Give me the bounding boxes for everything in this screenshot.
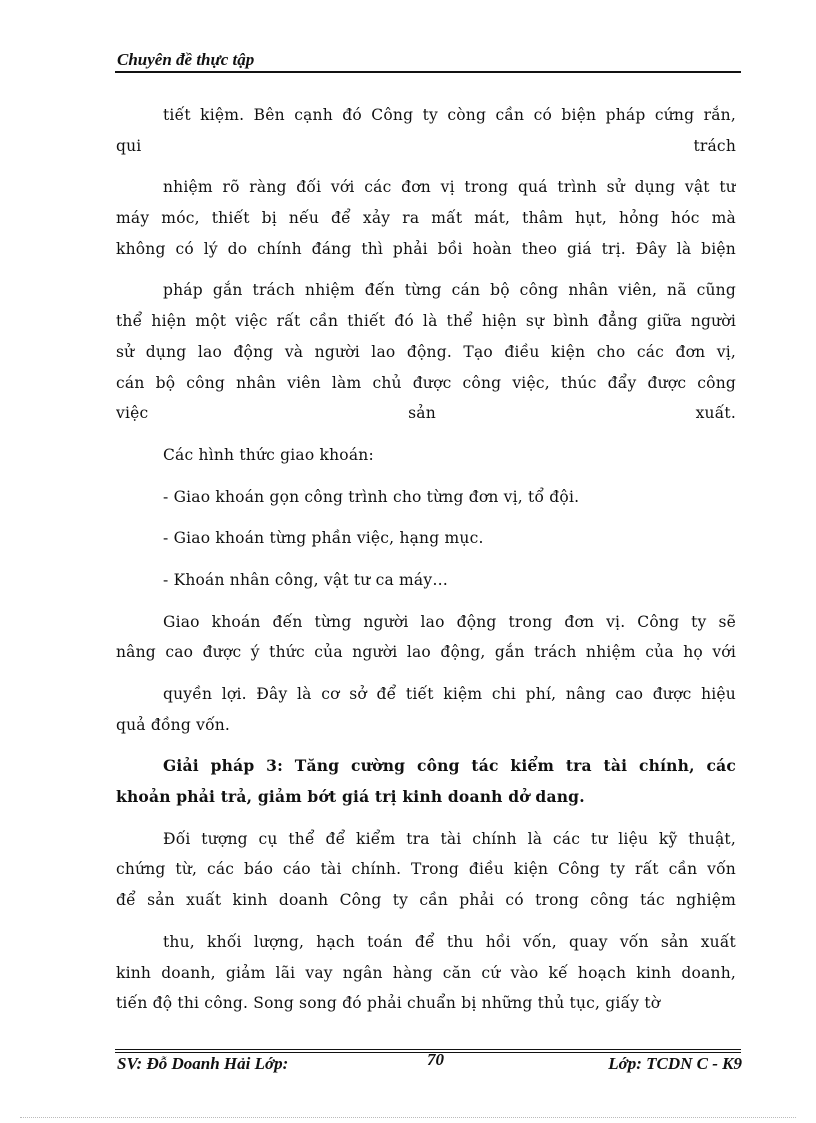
text-line: pháp gắn trách nhiệm đến từng cán bộ công nhân viên, nã cũng [163,281,736,300]
text-word: sản [408,404,436,423]
text-line: chứng từ, các báo cáo tài chính. Trong điều kiện Công ty rất cần vốn [116,860,736,879]
text-line: cán bộ công nhân viên làm chủ được công việc, thúc đẩy được công [116,373,736,392]
text-word: trách [693,136,736,155]
text-line: sử dụng lao động và người lao động. Tạo điều kiện cho các đơn vị, [116,342,736,361]
list-item: - Giao khoán từng phần việc, hạng mục. [163,529,484,548]
footer-class: Lớp: TCDN C - K9 [608,1054,742,1073]
text-word: việc [116,404,149,423]
text-line: nhiệm rõ ràng đối với các đơn vị trong quá trình sử dụng vật tư [163,178,736,197]
list-item: - Giao khoán gọn công trình cho từng đơn vị, tổ đội. [163,487,580,506]
text-line: để sản xuất kinh doanh Công ty cần phải có trong công tác nghiệm [116,891,736,910]
body-text [116,100,736,1019]
text-line: tiết kiệm. Bên cạnh đó Công ty còng cần có biện pháp cứng rắn, [163,106,736,124]
footer-author: SV: Đỗ Doanh Hải Lớp: [117,1054,289,1073]
text-line: nâng cao được ý thức của người lao động, gắn trách nhiệm của họ với [116,643,736,662]
section-heading: khoản phải trả, giảm bớt giá trị kinh doanh dở dang. [116,787,585,807]
section-heading: Giải pháp 3: Tăng cường công tác kiểm tra tài chính, các [163,756,736,776]
text-line [116,131,736,162]
header-rule [115,71,741,73]
page-number: 70 [427,1050,444,1069]
text-line: tiến độ thi công. Song song đó phải chuẩn bị những thủ tục, giấy tờ [116,994,661,1013]
text-word: qui [116,136,142,155]
list-intro: Các hình thức giao khoán: [163,445,374,464]
header-title: Chuyên đề thực tập [117,50,255,69]
text-line [116,398,736,429]
text-line: Giao khoán đến từng người lao động trong đơn vị. Công ty sẽ [163,612,736,631]
text-word: xuất. [695,404,736,423]
text-line: thể hiện một việc rất cần thiết đó là thể hiện sự bình đẳng giữa người [116,312,736,331]
text-line: máy móc, thiết bị nếu để xảy ra mất mát, thâm hụt, hỏng hóc mà [116,209,736,228]
text-line: kinh doanh, giảm lãi vay ngân hàng căn cứ vào kế hoạch kinh doanh, [116,963,736,982]
text-line: quả đồng vốn. [116,715,231,734]
list-item: - Khoán nhân công, vật tư ca máy… [163,570,449,589]
text-line: quyền lợi. Đây là cơ sở để tiết kiệm chi phí, nâng cao được hiệu [163,685,736,703]
text-line: Đối tượng cụ thể để kiểm tra tài chính là các tư liệu kỹ thuật, [163,829,736,848]
text-line: thu, khối lượng, hạch toán để thu hồi vốn, quay vốn sản xuất [163,932,736,951]
text-line: không có lý do chính đáng thì phải bồi hoàn theo giá trị. Đây là biện [116,239,736,258]
page-edge-divider [20,1117,796,1118]
